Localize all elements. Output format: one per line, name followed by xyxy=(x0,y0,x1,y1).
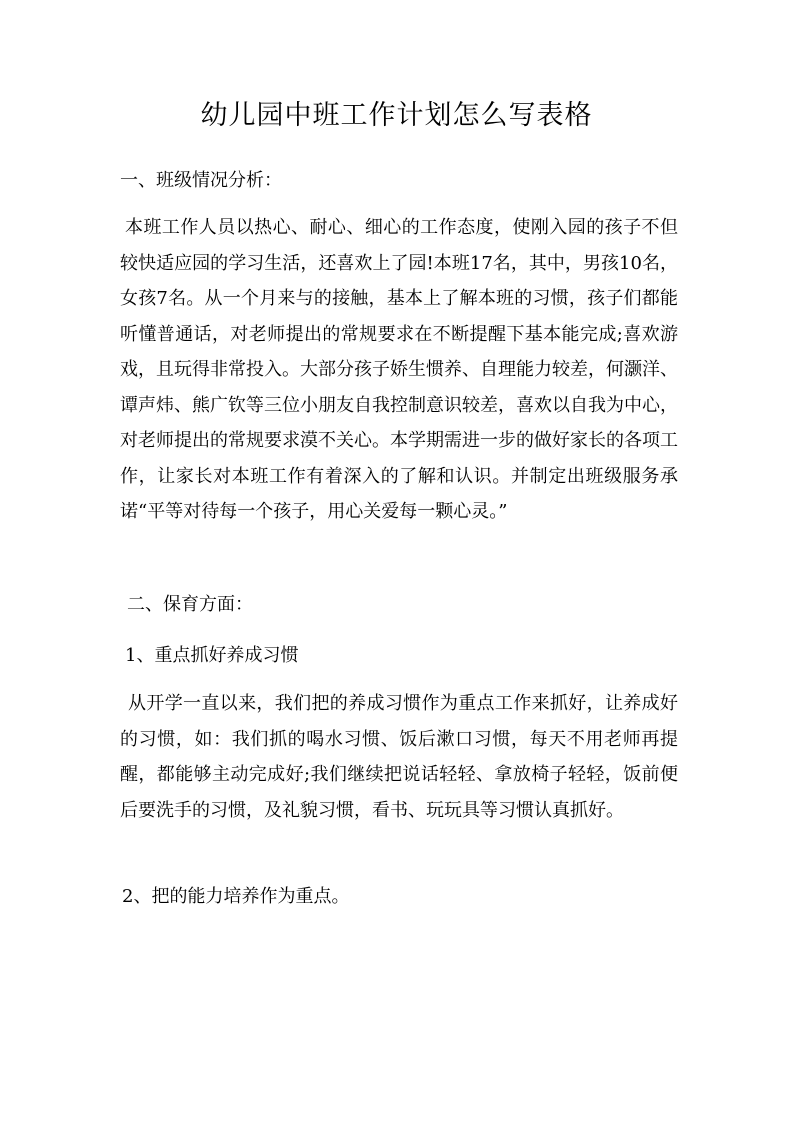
subsection-1-heading: 1、重点抓好养成习惯 xyxy=(125,645,299,666)
section-2-heading: 二、保育方面： xyxy=(127,594,253,615)
page-title: 幼儿园中班工作计划怎么写表格 xyxy=(200,100,593,131)
section-1-paragraph: 本班工作人员以热心、耐心、细心的工作态度，使刚入园的孩子不但较快适应园的学习生活，还喜欢上了园!本班17名，其中，男孩10名，女孩7名。从一个月来与的接触，基本上了解本班的习惯，孩子们都能听懂普通话，对老师提出的常规要求在不断提醒下基本能完成;喜欢游戏，且玩得非常投入。大部分孩子娇生惯养、自理能力较差，何灏洋、谭声炜、熊广钦等三位小朋友自我控制意识较差，喜欢以自我为中心，对老师提出的常规要求漠不关心。本学期需进一步的做好家长的各项工作，让家长对本班工作有着深入的了解和认识。并制定出班级服务承诺“平等对待每一个孩子，用心关爱每一颗心灵。” xyxy=(120,217,678,522)
subsection-1-paragraph: 从开学一直以来，我们把的养成习惯作为重点工作来抓好，让养成好的习惯，如：我们抓的喝水习惯、饭后漱口习惯，每天不用老师再提醒，都能够主动完成好;我们继续把说话轻轻、拿放椅子轻轻，饭前便后要洗手的习惯，及礼貌习惯，看书、玩玩具等习惯认真抓好。 xyxy=(120,693,678,821)
subsection-2-heading: 2、把的能力培养作为重点。 xyxy=(122,886,350,907)
section-1-heading: 一、班级情况分析： xyxy=(120,170,282,191)
